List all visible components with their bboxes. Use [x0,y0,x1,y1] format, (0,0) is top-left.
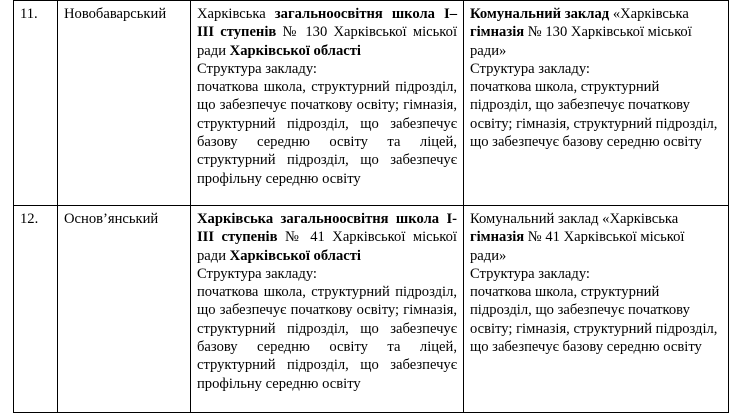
district-name: Новобаварський [58,1,191,206]
structure-label: Структура закладу: [197,60,317,77]
new-school-name: Комунальний заклад «Харківська гімназія № 41 Харківської міської ради» [470,211,685,264]
structure-description: початкова школа, структурний підрозділ, що забезпечує початкову освіту; гімназія, структурний підрозділ, що забезпечує базову середню освіту та ліцей, структурний підрозділ, що забезпечує профільну середню освіту [197,284,457,392]
old-school-cell [191,1,464,206]
old-school-name: Харківська загальноосвітня школа І–ІІІ ступенів № 130 Харківської міської ради Харківської області [197,6,457,59]
schools-table [13,0,729,413]
old-school-cell [191,206,464,413]
row-number: 11. [14,1,58,206]
structure-label: Структура закладу: [197,265,317,282]
district-name: Основ’янський [58,206,191,413]
structure-description: початкова школа, структурний підрозділ, що забезпечує початкову освіту; гімназія, структурний підрозділ, що забезпечує базову середню освіту та ліцей, структурний підрозділ, що забезпечує профільну середню освіту [197,79,457,187]
structure-label: Структура закладу: [470,265,590,282]
row-number: 12. [14,206,58,413]
new-school-cell [464,206,729,413]
structure-label: Структура закладу: [470,60,590,77]
new-school-cell [464,1,729,206]
table-row [14,206,729,413]
structure-description: початкова школа, структурний підрозділ, що забезпечує початкову освіту; гімназія, структурний підрозділ, що забезпечує базову середню освіту [470,284,718,356]
table-row [14,1,729,206]
new-school-name: Комунальний заклад «Харківська гімназія № 130 Харківської міської ради» [470,6,692,59]
old-school-name: Харківська загальноосвітня школа І-ІІІ ступенів № 41 Харківської міської ради Харківської області [197,211,457,264]
structure-description: початкова школа, структурний підрозділ, що забезпечує початкову освіту; гімназія, структурний підрозділ, що забезпечує базову середню освіту [470,79,718,151]
